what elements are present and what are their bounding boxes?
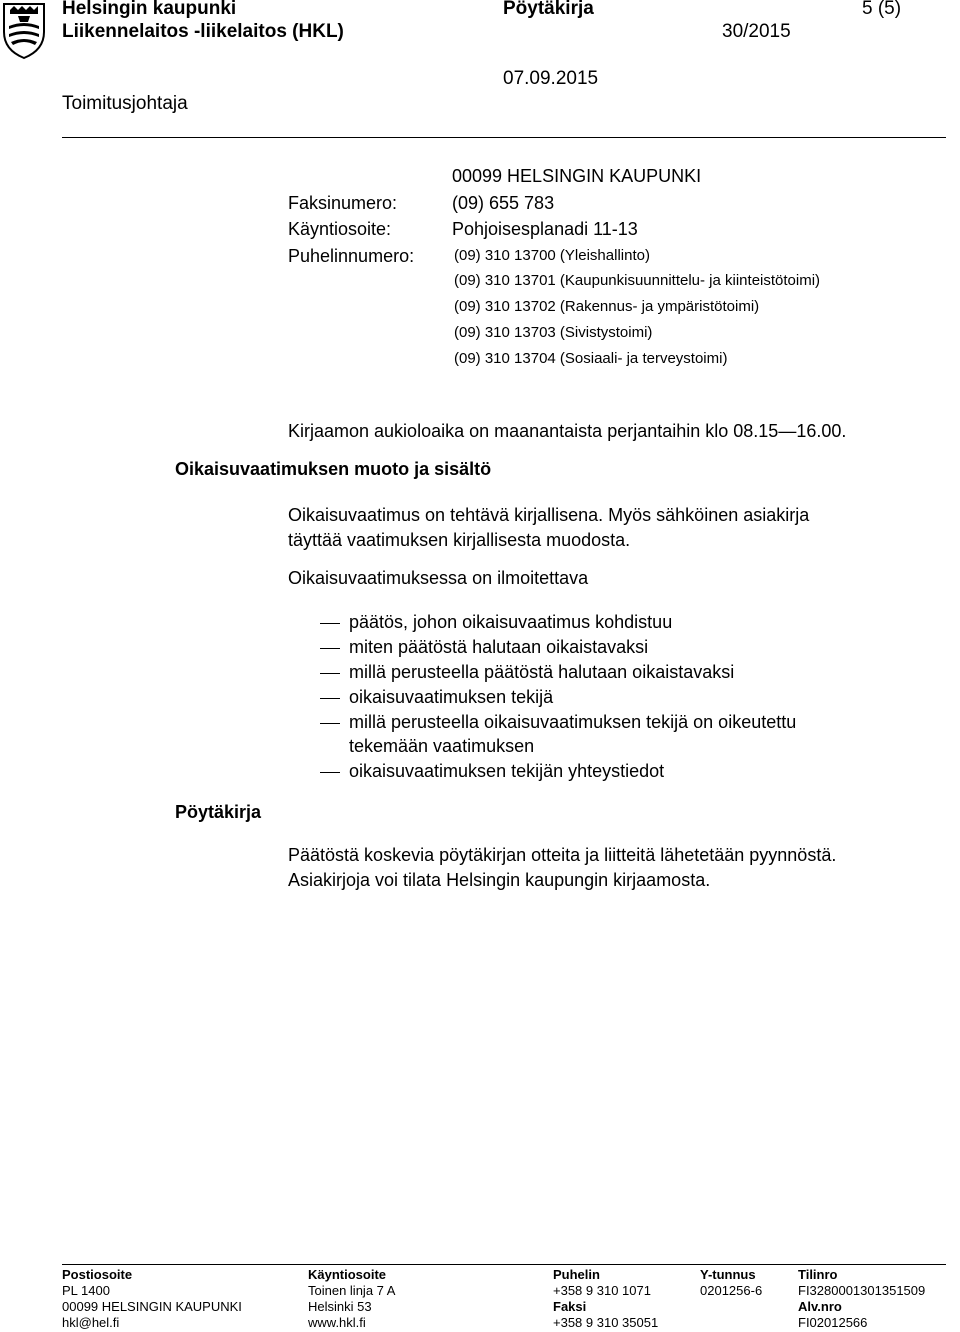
footer-visit-line: Toinen linja 7 A bbox=[308, 1283, 396, 1298]
fax-value: (09) 655 783 bbox=[452, 193, 555, 213]
footer-postal-line: 00099 HELSINGIN KAUPUNKI bbox=[62, 1299, 242, 1314]
header-body: Toimitusjohtaja bbox=[62, 93, 188, 114]
footer-label-visit: Käyntiosoite bbox=[308, 1267, 387, 1282]
footer-label-phone: Puhelin bbox=[553, 1267, 600, 1282]
footer-divider bbox=[62, 1264, 946, 1265]
phone-label: Puhelinnumero: bbox=[288, 246, 415, 266]
form-paragraph-line: Oikaisuvaatimus on tehtävä kirjallisena. Myös sähköinen asiakirja bbox=[288, 505, 810, 525]
header-agency: Liikennelaitos -liikelaitos (HKL) bbox=[62, 21, 344, 42]
footer-label-postal: Postiosoite bbox=[62, 1267, 133, 1282]
form-paragraph-line: täyttää vaatimuksen kirjallisesta muodosta. bbox=[288, 530, 631, 550]
phone-line: (09) 310 13702 (Rakennus- ja ympäristötoimi) bbox=[454, 298, 760, 315]
visit-value: Pohjoisesplanadi 11-13 bbox=[452, 219, 638, 239]
footer-email[interactable]: hkl@hel.fi bbox=[62, 1315, 120, 1330]
header-date: 07.09.2015 bbox=[503, 68, 599, 89]
list-bullet bbox=[320, 673, 340, 674]
section-heading-minutes: Pöytäkirja bbox=[175, 802, 262, 822]
footer-postal-line: PL 1400 bbox=[62, 1283, 110, 1298]
footer-label-business-id: Y-tunnus bbox=[700, 1267, 756, 1282]
list-item: miten päätöstä halutaan oikaistavaksi bbox=[349, 637, 649, 657]
visit-label: Käyntiosoite: bbox=[288, 219, 392, 239]
footer-label-vat: Alv.nro bbox=[798, 1299, 842, 1314]
header-page-number: 5 (5) bbox=[862, 0, 902, 19]
footer-label-account: Tilinro bbox=[798, 1267, 838, 1282]
fax-label: Faksinumero: bbox=[288, 193, 398, 213]
footer-account: FI3280001301351509 bbox=[798, 1283, 926, 1298]
footer-label-fax: Faksi bbox=[553, 1299, 587, 1314]
footer-website[interactable]: www.hkl.fi bbox=[308, 1315, 366, 1330]
footer-fax: +358 9 310 35051 bbox=[553, 1315, 659, 1330]
phone-line: (09) 310 13700 (Yleishallinto) bbox=[454, 247, 650, 264]
office-hours: Kirjaamon aukioloaika on maanantaista perjantaihin klo 08.15—16.00. bbox=[288, 421, 847, 441]
list-item: millä perusteella oikaisuvaatimuksen tekijä on oikeutettu bbox=[349, 712, 797, 732]
phone-line: (09) 310 13701 (Kaupunkisuunnittelu- ja kiinteistötoimi) bbox=[454, 272, 821, 289]
helsinki-crest-logo bbox=[0, 0, 48, 60]
list-bullet bbox=[320, 772, 340, 773]
footer-business-id: 0201256-6 bbox=[700, 1283, 763, 1298]
list-bullet bbox=[320, 698, 340, 699]
list-item: oikaisuvaatimuksen tekijän yhteystiedot bbox=[349, 761, 665, 781]
minutes-paragraph-line: Päätöstä koskevia pöytäkirjan otteita ja liitteitä lähetetään pyynnöstä. bbox=[288, 845, 837, 865]
footer-visit-line: Helsinki 53 bbox=[308, 1299, 372, 1314]
list-item-continuation: tekemään vaatimuksen bbox=[349, 736, 535, 756]
header-city: Helsingin kaupunki bbox=[62, 0, 237, 19]
list-item: oikaisuvaatimuksen tekijä bbox=[349, 687, 554, 707]
header-doc-type: Pöytäkirja bbox=[503, 0, 594, 19]
minutes-paragraph-line: Asiakirjoja voi tilata Helsingin kaupungin kirjaamosta. bbox=[288, 870, 711, 890]
section-heading-form: Oikaisuvaatimuksen muoto ja sisältö bbox=[175, 459, 492, 479]
list-item: millä perusteella päätöstä halutaan oikaistavaksi bbox=[349, 662, 735, 682]
phone-line: (09) 310 13703 (Sivistystoimi) bbox=[454, 324, 653, 341]
postal-address: 00099 HELSINGIN KAUPUNKI bbox=[452, 166, 702, 186]
list-bullet bbox=[320, 648, 340, 649]
footer-phone: +358 9 310 1071 bbox=[553, 1283, 651, 1298]
header-doc-number: 30/2015 bbox=[722, 21, 791, 42]
list-item: päätös, johon oikaisuvaatimus kohdistuu bbox=[349, 612, 673, 632]
header-divider bbox=[62, 137, 946, 138]
phone-line: (09) 310 13704 (Sosiaali- ja terveystoimi) bbox=[454, 350, 728, 367]
list-bullet bbox=[320, 723, 340, 724]
list-bullet bbox=[320, 623, 340, 624]
footer-vat: FI02012566 bbox=[798, 1315, 868, 1330]
form-paragraph-intro: Oikaisuvaatimuksessa on ilmoitettava bbox=[288, 568, 589, 588]
